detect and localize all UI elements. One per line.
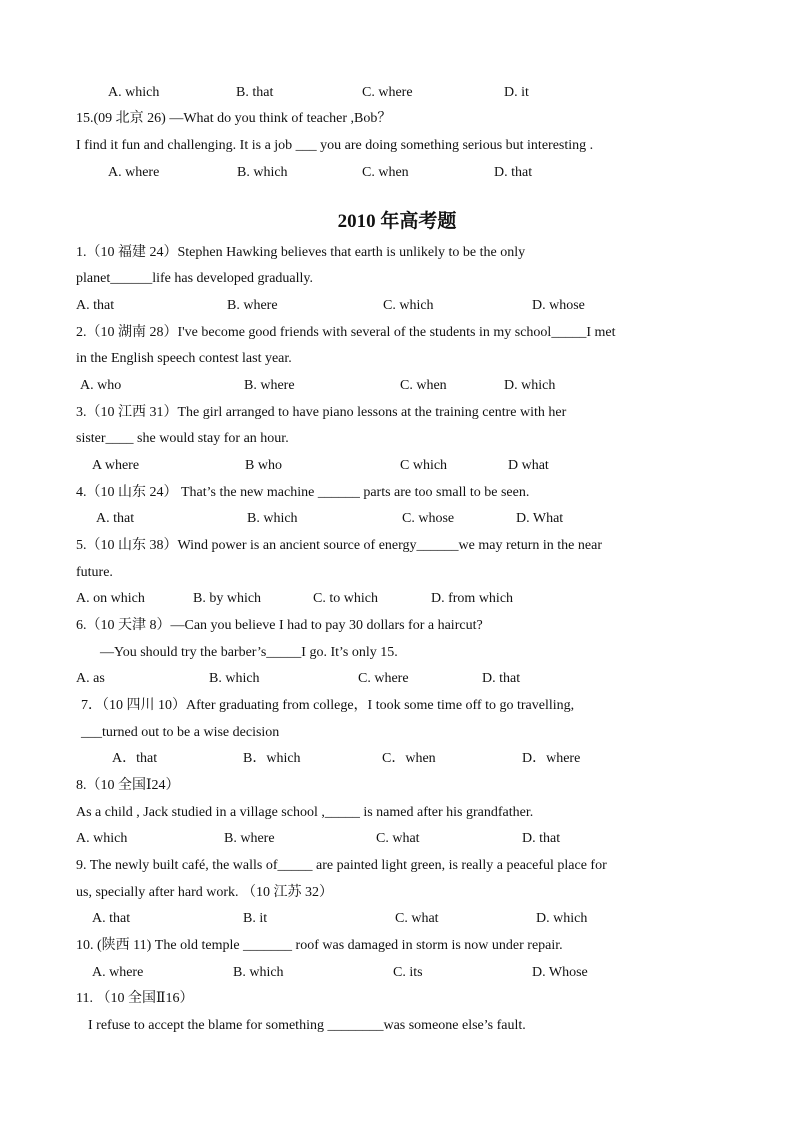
q3-line2: sister____ she would stay for an hour. xyxy=(76,431,289,446)
option-a: A. that xyxy=(96,511,135,526)
option-b: B．which xyxy=(243,751,301,766)
option-d: D．where xyxy=(522,751,581,766)
option-c: C. what xyxy=(376,831,420,846)
q10-line1: 10. (陕西 11) The old temple _______ roof was damaged in storm is now under repair. xyxy=(76,938,563,953)
option-a: A. which xyxy=(108,85,160,100)
q5-options xyxy=(0,590,794,608)
q10-options xyxy=(0,964,794,982)
option-b: B. where xyxy=(227,298,278,313)
q7-line2: ___turned out to be a wise decision xyxy=(81,725,280,740)
option-b: B. where xyxy=(244,378,295,393)
option-a: A. on which xyxy=(76,591,145,606)
option-d: D. Whose xyxy=(532,965,588,980)
q7-line1: 7．（10 四川 10）After graduating from college，I took some time off to go travelling, xyxy=(81,698,575,713)
option-d: D. that xyxy=(522,831,561,846)
q4-options xyxy=(0,510,794,528)
option-d: D. whose xyxy=(532,298,585,313)
section-title: 2010 年高考题 xyxy=(337,211,457,232)
q2-line1: 2.（10 湖南 28）I've become good friends with several of the students in my school_____I met xyxy=(76,325,616,340)
option-a: A where xyxy=(92,458,140,473)
option-b: B. by which xyxy=(193,591,262,606)
q3-options xyxy=(0,457,794,475)
q1-line2: planet______life has developed gradually. xyxy=(76,271,314,286)
option-c: C. where xyxy=(362,85,413,100)
option-c: C．when xyxy=(382,751,436,766)
q4-line1: 4.（10 山东 24） That’s the new machine ______ parts are too small to be seen. xyxy=(76,485,530,500)
option-c: C. when xyxy=(400,378,447,393)
option-a: A. where xyxy=(108,165,160,180)
option-d: D. it xyxy=(504,85,529,100)
option-c: C. when xyxy=(362,165,409,180)
option-b: B. it xyxy=(243,911,268,926)
option-c: C. where xyxy=(358,671,409,686)
option-c: C. what xyxy=(395,911,439,926)
q5-line2: future. xyxy=(76,565,113,580)
option-d: D. that xyxy=(494,165,533,180)
option-b: B. which xyxy=(233,965,284,980)
q15-stem: 15.(09 北京 26) —What do you think of teacher ,Bob？ xyxy=(76,111,392,126)
q6-line2: —You should try the barber’s_____I go. It’s only 15. xyxy=(100,645,398,660)
option-c: C. its xyxy=(393,965,423,980)
option-a: A. that xyxy=(76,298,115,313)
option-d: D. What xyxy=(516,511,564,526)
q15-line2: I find it fun and challenging. It is a job ___ you are doing something serious but interesting . xyxy=(76,138,594,153)
option-b: B. which xyxy=(247,511,298,526)
option-a: A．that xyxy=(112,751,158,766)
option-d: D what xyxy=(508,458,549,473)
q3-line1: 3.（10 江西 31）The girl arranged to have piano lessons at the training centre with her xyxy=(76,405,567,420)
option-b: B. which xyxy=(237,165,288,180)
option-a: A. who xyxy=(80,378,122,393)
q2-options xyxy=(0,377,794,395)
q1-options xyxy=(0,297,794,315)
q5-line1: 5.（10 山东 38）Wind power is an ancient source of energy______we may return in the near xyxy=(76,538,602,553)
q9-line1: 9. The newly built café, the walls of_____ are painted light green, is really a peaceful place for xyxy=(76,858,607,873)
q8-line1: 8.（10 全国Ⅰ24） xyxy=(76,778,180,793)
q9-options xyxy=(0,910,794,928)
option-d: D. which xyxy=(504,378,556,393)
q2-line2: in the English speech contest last year. xyxy=(76,351,292,366)
option-c: C which xyxy=(400,458,448,473)
q7-options xyxy=(0,750,794,768)
q9-line2: us, specially after hard work. （10 江苏 32） xyxy=(76,885,333,900)
option-b: B. where xyxy=(224,831,275,846)
option-a: A. which xyxy=(76,831,128,846)
option-a: A. that xyxy=(92,911,131,926)
q15-options xyxy=(0,164,794,182)
q11-line1: 11. （10 全国Ⅱ16） xyxy=(76,991,194,1006)
option-d: D. which xyxy=(536,911,588,926)
q8-options xyxy=(0,830,794,848)
option-b: B. which xyxy=(209,671,260,686)
option-b: B. that xyxy=(236,85,274,100)
option-d: D. that xyxy=(482,671,521,686)
q6-line1: 6.（10 天津 8）—Can you believe I had to pay 30 dollars for a haircut? xyxy=(76,618,483,633)
q8-line2: As a child , Jack studied in a village school ,_____ is named after his grandfather. xyxy=(76,805,534,820)
option-a: A. where xyxy=(92,965,144,980)
option-c: C. which xyxy=(383,298,434,313)
option-d: D. from which xyxy=(431,591,514,606)
option-c: C. to which xyxy=(313,591,378,606)
option-c: C. whose xyxy=(402,511,455,526)
q11-line2: I refuse to accept the blame for something ________was someone else’s fault. xyxy=(88,1018,526,1033)
option-a: A. as xyxy=(76,671,105,686)
option-b: B who xyxy=(245,458,282,473)
q1-line1: 1.（10 福建 24）Stephen Hawking believes that earth is unlikely to be the only xyxy=(76,245,526,260)
q6-options xyxy=(0,670,794,688)
q14-options xyxy=(0,84,794,102)
